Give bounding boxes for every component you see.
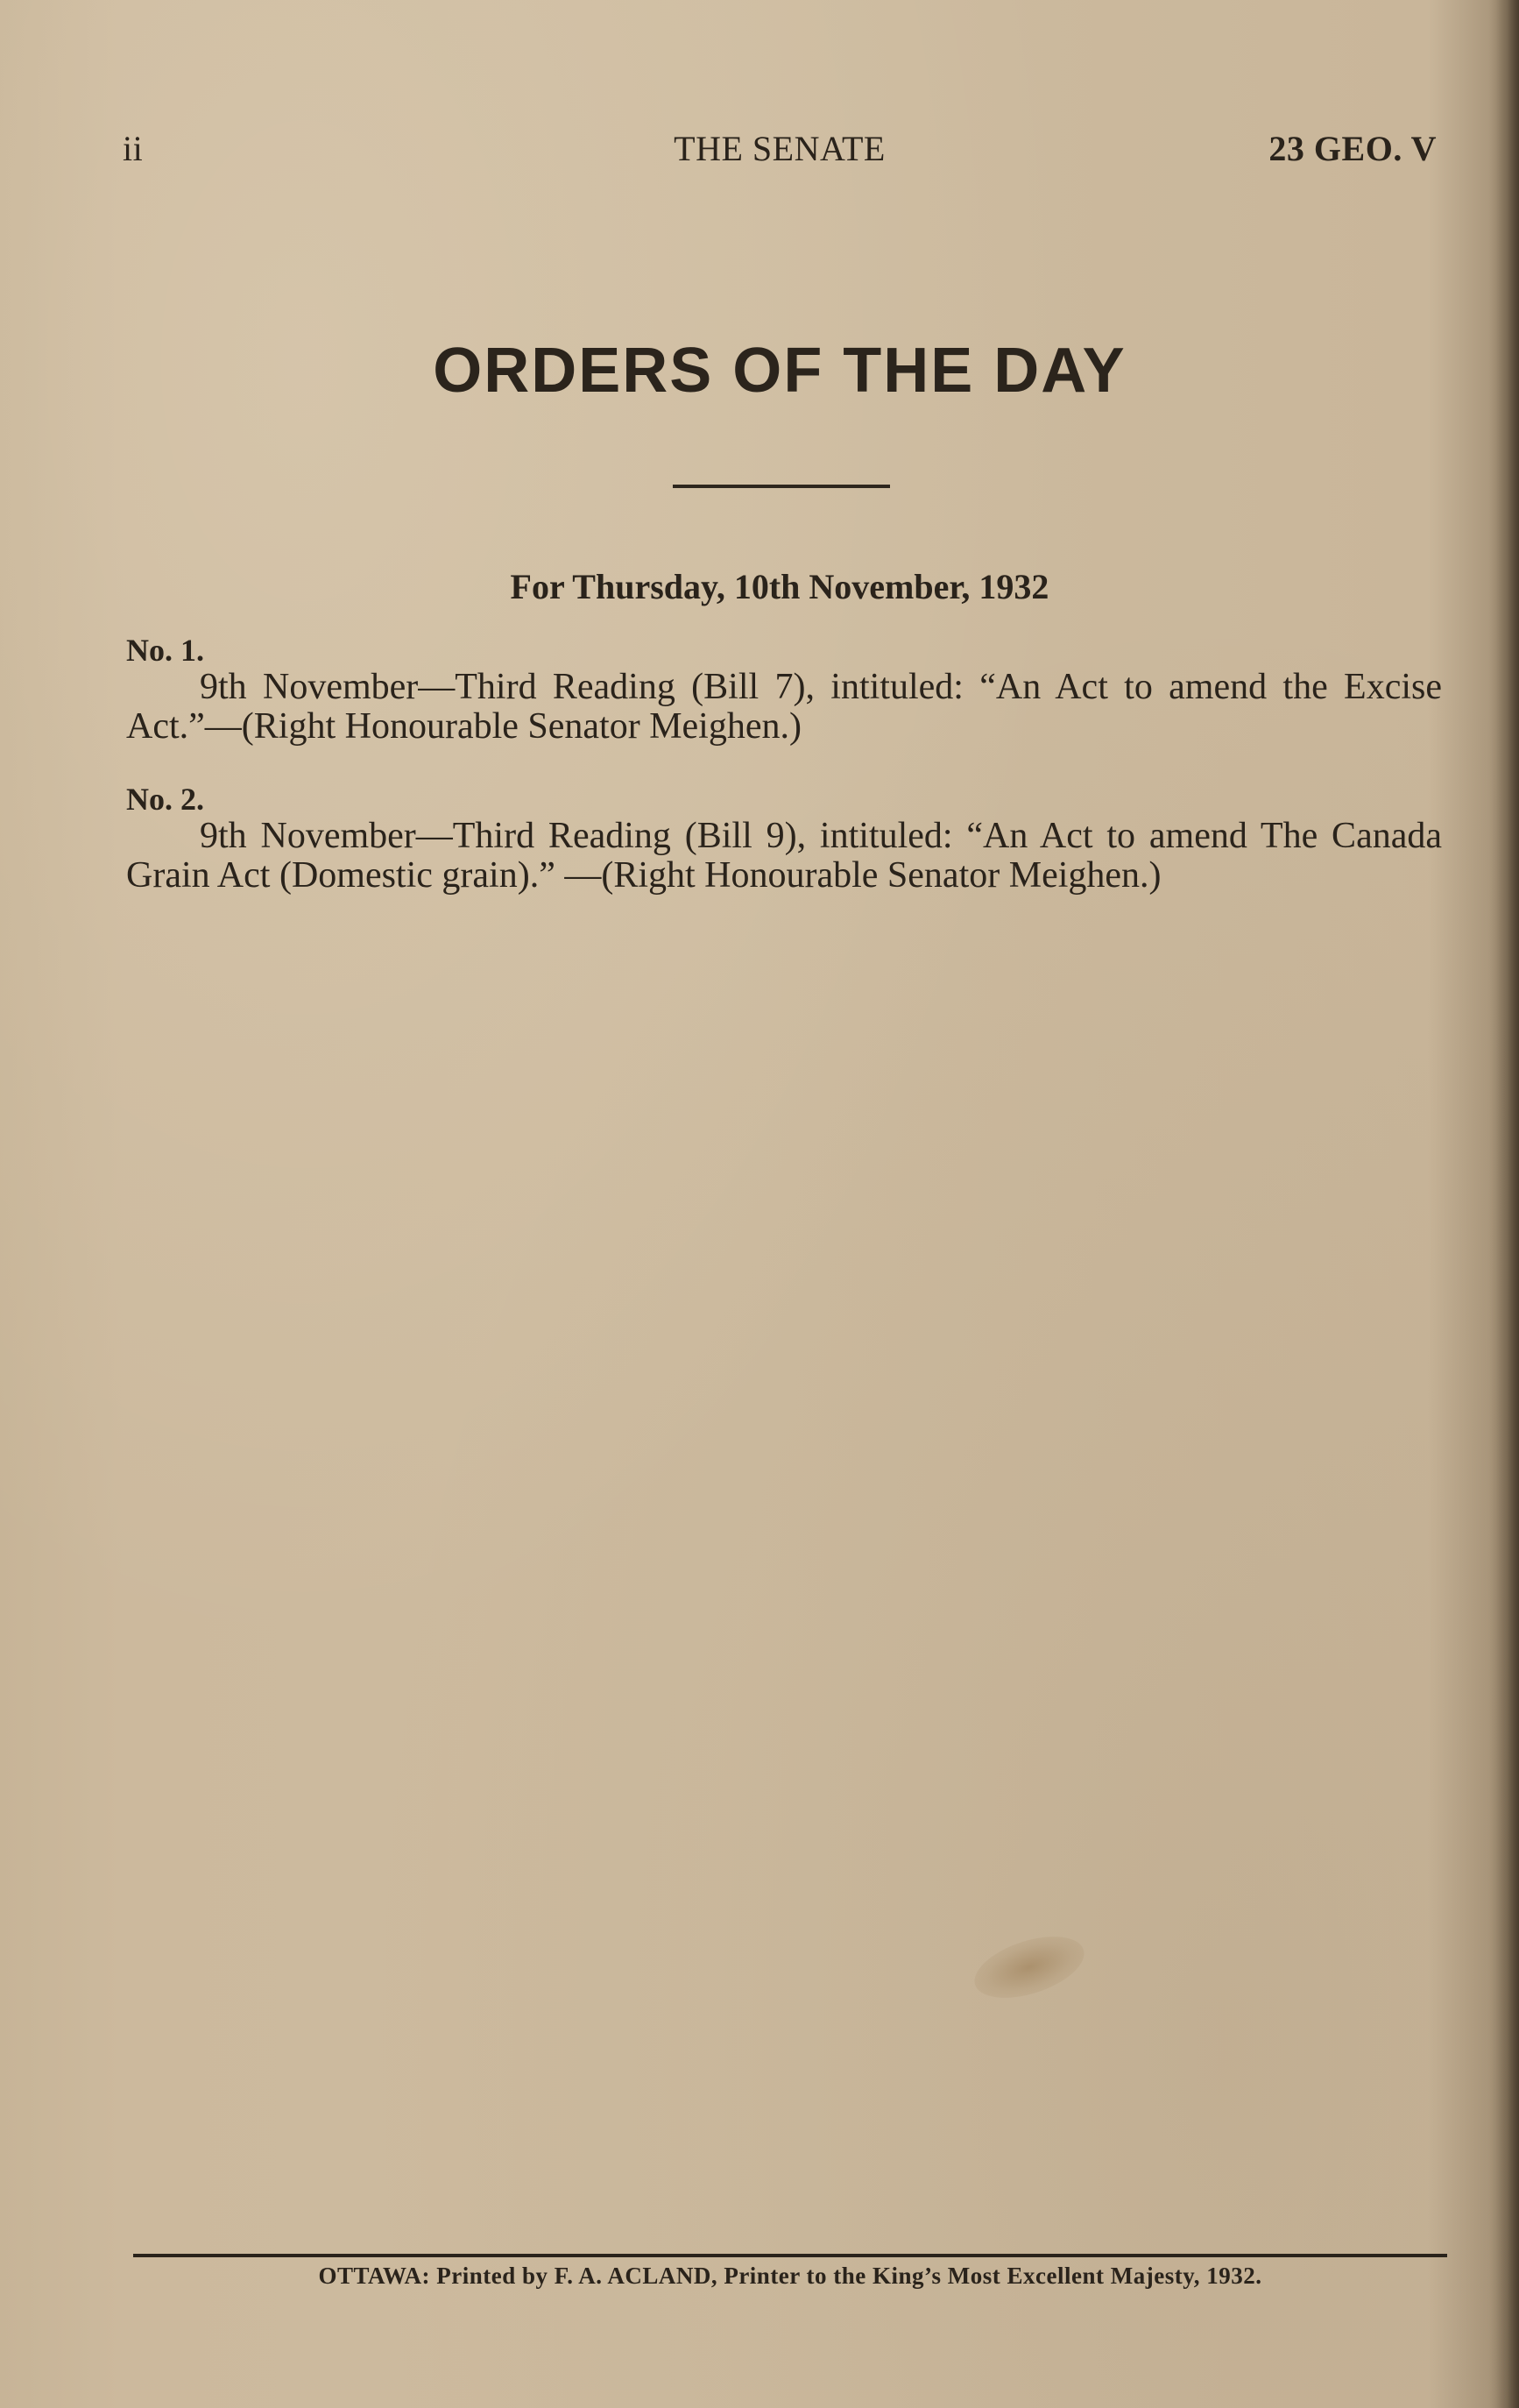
- order-number: No. 1.: [126, 633, 204, 668]
- title-rule: [673, 485, 890, 488]
- running-head: [123, 128, 1437, 172]
- printer-imprint: OTTAWA: Printed by F. A. ACLAND, Printer to the King’s Most Excellent Majesty, 1932.: [318, 2263, 1262, 2289]
- order-text: 9th November—Third Reading (Bill 7), intituled: “An Act to amend the Excise Act.”—(Right Honourable Senator Meighen.): [126, 667, 1442, 747]
- regnal-year: 23 GEO. V: [1268, 129, 1437, 168]
- page-title: ORDERS OF THE DAY: [433, 336, 1127, 406]
- date-heading: For Thursday, 10th November, 1932: [510, 567, 1049, 606]
- order-text: 9th November—Third Reading (Bill 9), intituled: “An Act to amend The Canada Grain Act (Domestic grain).” —(Right Honourable Senator Meighen.): [126, 816, 1442, 896]
- paper-stain: [967, 1924, 1092, 2009]
- order-item: [126, 633, 1442, 747]
- running-head-title: THE SENATE: [674, 129, 886, 168]
- page-number: ii: [123, 129, 144, 168]
- footer-rule: [133, 2254, 1447, 2257]
- order-number: No. 2.: [126, 782, 204, 817]
- order-item: [126, 782, 1442, 896]
